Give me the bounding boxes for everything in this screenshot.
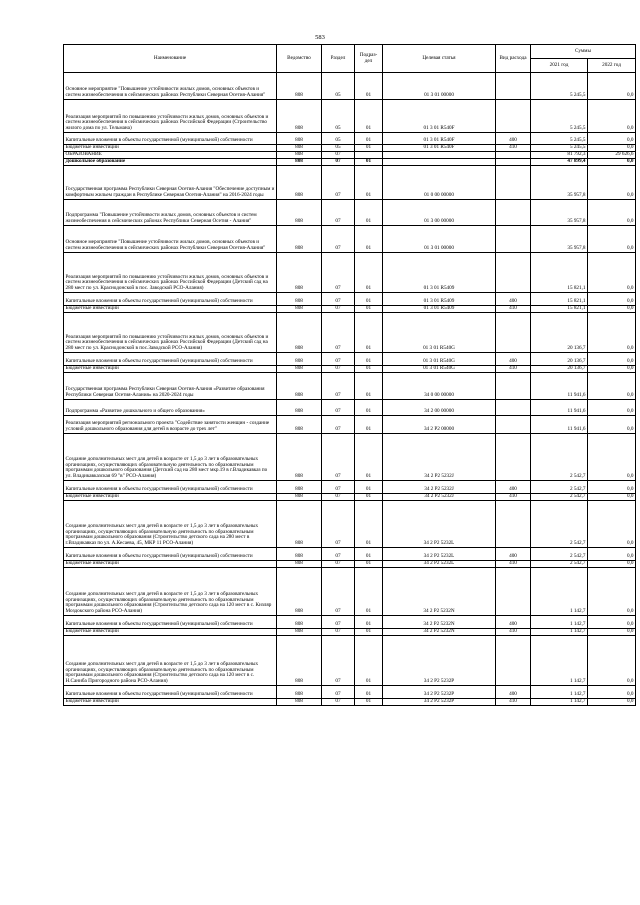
header-dept: Ведомство bbox=[277, 45, 322, 73]
row-subsection: 01 bbox=[355, 629, 383, 636]
row-sum-2021: 2 542,7 bbox=[531, 494, 588, 501]
row-subsection: 01 bbox=[355, 306, 383, 313]
row-target: 01 3 01 R5409 bbox=[383, 306, 496, 313]
row-sum-2022: 0,0 bbox=[588, 434, 636, 481]
row-sum-2022: 0,0 bbox=[588, 373, 636, 400]
budget-table bbox=[63, 44, 636, 706]
row-sum-2022: 0,0 bbox=[588, 616, 636, 629]
row-sum-2022: 0,0 bbox=[588, 501, 636, 548]
row-sum-2021: 5 245,5 bbox=[531, 145, 588, 152]
row-section: 07 bbox=[322, 166, 355, 200]
row-name: Дошкольное образование bbox=[64, 159, 277, 166]
row-dept: 808 bbox=[277, 166, 322, 200]
row-name: Бюджетные инвестиции bbox=[64, 145, 277, 152]
table-row bbox=[64, 699, 636, 706]
row-dept: 808 bbox=[277, 366, 322, 373]
row-section: 07 bbox=[322, 152, 355, 159]
row-sum-2021: 35 957,8 bbox=[531, 166, 588, 200]
row-sum-2021: 1 142,7 bbox=[531, 686, 588, 699]
table-row bbox=[64, 226, 636, 253]
row-name: Капитальные вложения в объекты государственной (муниципальной) собственности bbox=[64, 616, 277, 629]
row-target: 34 2 P2 00000 bbox=[383, 416, 496, 434]
row-section: 07 bbox=[322, 629, 355, 636]
row-subsection: 01 bbox=[355, 366, 383, 373]
row-subsection: 01 bbox=[355, 400, 383, 416]
table-row bbox=[64, 353, 636, 366]
table-row bbox=[64, 636, 636, 686]
row-sum-2022: 0,0 bbox=[588, 306, 636, 313]
row-name: Государственная программа Республики Северная Осетия-Алания "Обеспечение доступным и комфортным жильем граждан в Республике Северная Осетия-Алания" на 2016-2024 годы bbox=[64, 166, 277, 200]
row-sum-2021: 5 245,5 bbox=[531, 100, 588, 133]
table-row bbox=[64, 501, 636, 548]
row-target: 34 2 P2 5232J bbox=[383, 494, 496, 501]
row-section: 07 bbox=[322, 416, 355, 434]
row-target: 34 2 P2 5232L bbox=[383, 561, 496, 568]
row-name: Бюджетные инвестиции bbox=[64, 561, 277, 568]
row-subsection: 01 bbox=[355, 313, 383, 353]
table-row bbox=[64, 629, 636, 636]
row-dept: 808 bbox=[277, 686, 322, 699]
row-exp-type: 410 bbox=[496, 561, 531, 568]
row-target: 34 2 P2 5232L bbox=[383, 501, 496, 548]
row-target: 34 2 P2 5232J bbox=[383, 434, 496, 481]
header-name: Наименование bbox=[64, 45, 277, 73]
row-name: Создание дополнительных мест для детей в возрасте от 1,5 до 3 лет в образовательных организациях, осуществляющих образовательную деятельность по образовательным программам дошкольного образования (Строительство детского сада на 280 мест в г.Владикавказ по ул. А.Кесаева, 45, МКР 11 РСО-Алания) bbox=[64, 501, 277, 548]
row-section: 07 bbox=[322, 313, 355, 353]
row-target: 01 3 01 R540F bbox=[383, 133, 496, 145]
table-row bbox=[64, 416, 636, 434]
table-row bbox=[64, 400, 636, 416]
row-exp-type bbox=[496, 73, 531, 100]
row-dept: 808 bbox=[277, 629, 322, 636]
row-sum-2021: 1 142,7 bbox=[531, 636, 588, 686]
table-row bbox=[64, 253, 636, 293]
row-sum-2021: 11 941,6 bbox=[531, 400, 588, 416]
row-sum-2022: 0,0 bbox=[588, 166, 636, 200]
row-target: 34 2 P2 5232N bbox=[383, 568, 496, 616]
table-row bbox=[64, 133, 636, 145]
row-sum-2021: 81 792,3 bbox=[531, 152, 588, 159]
row-section: 07 bbox=[322, 253, 355, 293]
table-row bbox=[64, 373, 636, 400]
row-exp-type: 410 bbox=[496, 699, 531, 706]
row-target: 01 3 01 00000 bbox=[383, 226, 496, 253]
row-dept: 808 bbox=[277, 100, 322, 133]
row-section: 07 bbox=[322, 159, 355, 166]
row-name: Государственная программа Республики Северная Осетия-Алания «Развитие образования Республики Северная Осетия-Алания» на 2020-2024 годы bbox=[64, 373, 277, 400]
row-name: Реализация мероприятий регионального проекта "Содействие занятости женщин - создание условий дошкольного образования для детей в возрасте до трех лет" bbox=[64, 416, 277, 434]
row-dept: 808 bbox=[277, 434, 322, 481]
table-row bbox=[64, 306, 636, 313]
table-row bbox=[64, 73, 636, 100]
row-sum-2021: 15 821,1 bbox=[531, 306, 588, 313]
row-sum-2022: 0,0 bbox=[588, 159, 636, 166]
row-subsection: 01 bbox=[355, 548, 383, 561]
row-section: 07 bbox=[322, 494, 355, 501]
row-name: Бюджетные инвестиции bbox=[64, 366, 277, 373]
row-sum-2022: 0,0 bbox=[588, 416, 636, 434]
header-2022: 2022 год bbox=[588, 59, 636, 73]
row-subsection: 01 bbox=[355, 501, 383, 548]
row-subsection: 01 bbox=[355, 100, 383, 133]
row-exp-type bbox=[496, 166, 531, 200]
row-section: 07 bbox=[322, 293, 355, 306]
row-sum-2021: 2 542,7 bbox=[531, 561, 588, 568]
table-row bbox=[64, 548, 636, 561]
row-sum-2021: 15 821,1 bbox=[531, 253, 588, 293]
table-row bbox=[64, 561, 636, 568]
row-sum-2022: 0,0 bbox=[588, 133, 636, 145]
row-sum-2021: 15 821,1 bbox=[531, 293, 588, 306]
row-target: 34 2 P2 5232P bbox=[383, 686, 496, 699]
row-dept: 808 bbox=[277, 481, 322, 494]
row-exp-type: 400 bbox=[496, 133, 531, 145]
row-dept: 808 bbox=[277, 145, 322, 152]
table-row bbox=[64, 293, 636, 306]
page-number: 583 bbox=[315, 34, 325, 41]
row-sum-2022: 0,0 bbox=[588, 353, 636, 366]
header-section: Раздел bbox=[322, 45, 355, 73]
row-dept: 808 bbox=[277, 159, 322, 166]
row-section: 05 bbox=[322, 133, 355, 145]
header-sums: Суммы bbox=[531, 45, 636, 59]
row-dept: 808 bbox=[277, 699, 322, 706]
row-subsection: 01 bbox=[355, 73, 383, 100]
row-exp-type bbox=[496, 253, 531, 293]
row-subsection: 01 bbox=[355, 494, 383, 501]
row-dept: 808 bbox=[277, 494, 322, 501]
row-section: 07 bbox=[322, 200, 355, 226]
row-subsection: 01 bbox=[355, 133, 383, 145]
row-name: Капитальные вложения в объекты государственной (муниципальной) собственности bbox=[64, 293, 277, 306]
row-subsection: 01 bbox=[355, 616, 383, 629]
row-dept: 808 bbox=[277, 636, 322, 686]
row-name: Капитальные вложения в объекты государственной (муниципальной) собственности bbox=[64, 548, 277, 561]
row-sum-2022: 0,0 bbox=[588, 699, 636, 706]
row-section: 07 bbox=[322, 366, 355, 373]
row-name: Бюджетные инвестиции bbox=[64, 494, 277, 501]
table-row bbox=[64, 200, 636, 226]
row-exp-type bbox=[496, 152, 531, 159]
row-target: 01 3 01 R540F bbox=[383, 145, 496, 152]
row-sum-2021: 11 941,6 bbox=[531, 373, 588, 400]
row-sum-2021: 35 957,8 bbox=[531, 200, 588, 226]
row-sum-2021: 1 142,7 bbox=[531, 616, 588, 629]
row-name: Бюджетные инвестиции bbox=[64, 306, 277, 313]
row-target: 01 3 01 R5409 bbox=[383, 253, 496, 293]
row-subsection: 01 bbox=[355, 293, 383, 306]
row-name: Создание дополнительных мест для детей в возрасте от 1,5 до 3 лет в образовательных организациях, осуществляющих образовательную деятельность по образовательным программам дошкольного образования (Строительство детского сада на 120 мест в с. Кизляр Моздокского района РСО-Алания) bbox=[64, 568, 277, 616]
row-name: Капитальные вложения в объекты государственной (муниципальной) собственности bbox=[64, 481, 277, 494]
row-dept: 808 bbox=[277, 561, 322, 568]
row-dept: 808 bbox=[277, 400, 322, 416]
row-name: Подпрограмма «Развитие дошкольного и общего образования» bbox=[64, 400, 277, 416]
row-sum-2022: 0,0 bbox=[588, 293, 636, 306]
row-sum-2021: 5 245,5 bbox=[531, 73, 588, 100]
row-sum-2021: 2 542,7 bbox=[531, 481, 588, 494]
row-subsection: 01 bbox=[355, 561, 383, 568]
row-sum-2021: 1 142,7 bbox=[531, 629, 588, 636]
row-subsection: 01 bbox=[355, 253, 383, 293]
row-exp-type: 400 bbox=[496, 353, 531, 366]
row-target: 01 3 01 R540G bbox=[383, 353, 496, 366]
row-section: 07 bbox=[322, 561, 355, 568]
row-sum-2021: 1 142,7 bbox=[531, 699, 588, 706]
table-row bbox=[64, 568, 636, 616]
row-sum-2022: 0,0 bbox=[588, 100, 636, 133]
row-exp-type: 410 bbox=[496, 629, 531, 636]
row-sum-2021: 20 136,7 bbox=[531, 353, 588, 366]
row-subsection: 01 bbox=[355, 434, 383, 481]
row-subsection: 01 bbox=[355, 353, 383, 366]
row-dept: 808 bbox=[277, 152, 322, 159]
row-section: 07 bbox=[322, 501, 355, 548]
row-exp-type bbox=[496, 200, 531, 226]
row-dept: 808 bbox=[277, 353, 322, 366]
row-subsection: 01 bbox=[355, 686, 383, 699]
row-target: 34 2 P2 5232L bbox=[383, 548, 496, 561]
row-section: 07 bbox=[322, 373, 355, 400]
row-sum-2021: 5 245,5 bbox=[531, 133, 588, 145]
row-dept: 808 bbox=[277, 568, 322, 616]
row-exp-type: 400 bbox=[496, 616, 531, 629]
row-target: 34 2 P2 5232N bbox=[383, 629, 496, 636]
row-name: Капитальные вложения в объекты государственной (муниципальной) собственности bbox=[64, 133, 277, 145]
row-sum-2022: 0,0 bbox=[588, 561, 636, 568]
row-target: 01 3 01 00000 bbox=[383, 73, 496, 100]
row-sum-2021: 35 957,8 bbox=[531, 226, 588, 253]
row-sum-2022: 0,0 bbox=[588, 226, 636, 253]
row-exp-type bbox=[496, 416, 531, 434]
row-name: Реализация мероприятий по повышению устойчивости жилых домов, основных объектов и систем жизнеобеспечения в сейсмических районах Российской Федерации (Строительство жилого дома по ул. Тельмана) bbox=[64, 100, 277, 133]
table-row bbox=[64, 686, 636, 699]
row-target: 01 0 00 00000 bbox=[383, 166, 496, 200]
row-exp-type bbox=[496, 313, 531, 353]
row-sum-2022: 0,0 bbox=[588, 686, 636, 699]
row-exp-type: 410 bbox=[496, 306, 531, 313]
row-section: 07 bbox=[322, 226, 355, 253]
row-exp-type: 410 bbox=[496, 145, 531, 152]
row-section: 07 bbox=[322, 306, 355, 313]
row-target bbox=[383, 159, 496, 166]
row-dept: 808 bbox=[277, 253, 322, 293]
row-exp-type bbox=[496, 100, 531, 133]
row-name: Бюджетные инвестиции bbox=[64, 699, 277, 706]
header-exp-type: Вид расхода bbox=[496, 45, 531, 73]
row-dept: 808 bbox=[277, 133, 322, 145]
row-sum-2021: 2 542,7 bbox=[531, 548, 588, 561]
row-name: Создание дополнительных мест для детей в возрасте от 1,5 до 3 лет в образовательных организациях, осуществляющих образовательную деятельность по образовательным программам дошкольного образования (Детский сад на 280 мест мкр.19 в г.Владикавказ по ул. Владикавказская 69 "в" РСО-Алания) bbox=[64, 434, 277, 481]
row-sum-2022: 0,0 bbox=[588, 568, 636, 616]
row-section: 07 bbox=[322, 481, 355, 494]
row-sum-2022: 0,0 bbox=[588, 253, 636, 293]
row-dept: 808 bbox=[277, 313, 322, 353]
row-exp-type bbox=[496, 400, 531, 416]
row-section: 07 bbox=[322, 353, 355, 366]
row-exp-type: 400 bbox=[496, 481, 531, 494]
row-subsection: 01 bbox=[355, 226, 383, 253]
row-name: Создание дополнительных мест для детей в возрасте от 1,5 до 3 лет в образовательных организациях, осуществляющих образовательную деятельность по образовательным программам дошкольного образования (Строительство детского сада на 120 мест в с. Н.Саниба Пригородного района РСО-Алания) bbox=[64, 636, 277, 686]
row-dept: 808 bbox=[277, 293, 322, 306]
row-sum-2021: 11 941,6 bbox=[531, 416, 588, 434]
row-sum-2022: 0,0 bbox=[588, 481, 636, 494]
row-dept: 808 bbox=[277, 416, 322, 434]
row-sum-2022: 0,0 bbox=[588, 73, 636, 100]
row-section: 05 bbox=[322, 100, 355, 133]
row-sum-2022: 0,0 bbox=[588, 494, 636, 501]
row-target: 01 3 01 R5409 bbox=[383, 293, 496, 306]
row-target bbox=[383, 152, 496, 159]
row-sum-2022: 0,0 bbox=[588, 200, 636, 226]
row-sum-2021: 2 542,7 bbox=[531, 434, 588, 481]
header-2021: 2021 год bbox=[531, 59, 588, 73]
row-exp-type bbox=[496, 501, 531, 548]
row-exp-type: 410 bbox=[496, 494, 531, 501]
row-exp-type bbox=[496, 226, 531, 253]
row-dept: 808 bbox=[277, 548, 322, 561]
row-name: Капитальные вложения в объекты государственной (муниципальной) собственности bbox=[64, 686, 277, 699]
row-section: 07 bbox=[322, 548, 355, 561]
row-target: 01 3 00 00000 bbox=[383, 200, 496, 226]
row-exp-type bbox=[496, 636, 531, 686]
row-section: 07 bbox=[322, 686, 355, 699]
row-section: 07 bbox=[322, 568, 355, 616]
row-subsection: 01 bbox=[355, 373, 383, 400]
row-section: 07 bbox=[322, 400, 355, 416]
row-sum-2022: 29 626,6 bbox=[588, 152, 636, 159]
row-dept: 808 bbox=[277, 616, 322, 629]
row-sum-2021: 47 899,4 bbox=[531, 159, 588, 166]
row-exp-type bbox=[496, 568, 531, 616]
table-row bbox=[64, 152, 636, 159]
row-subsection: 01 bbox=[355, 200, 383, 226]
table-row bbox=[64, 166, 636, 200]
row-subsection: 01 bbox=[355, 699, 383, 706]
row-name: ОБРАЗОВАНИЕ bbox=[64, 152, 277, 159]
table-row bbox=[64, 481, 636, 494]
row-name: Бюджетные инвестиции bbox=[64, 629, 277, 636]
row-sum-2021: 1 142,7 bbox=[531, 568, 588, 616]
table-row bbox=[64, 434, 636, 481]
row-target: 01 3 01 R540F bbox=[383, 100, 496, 133]
row-section: 07 bbox=[322, 434, 355, 481]
row-subsection: 01 bbox=[355, 568, 383, 616]
row-exp-type bbox=[496, 159, 531, 166]
row-section: 07 bbox=[322, 616, 355, 629]
row-subsection: 01 bbox=[355, 145, 383, 152]
row-name: Подпрограмма "Повышение устойчивости жилых домов, основных объектов и систем жизнеобеспечения в сейсмических районах Республики Северная Осетия - Алания" bbox=[64, 200, 277, 226]
row-subsection: 01 bbox=[355, 481, 383, 494]
row-dept: 808 bbox=[277, 373, 322, 400]
row-name: Реализация мероприятий по повышению устойчивости жилых домов, основных объектов и систем жизнеобеспечения в сейсмических районах Российской Федерации (Детский сад на 280 мест по ул. Краснодонской в пос. Заводской РСО-Алания) bbox=[64, 253, 277, 293]
row-target: 34 2 P2 5232N bbox=[383, 616, 496, 629]
row-dept: 808 bbox=[277, 501, 322, 548]
table-row bbox=[64, 313, 636, 353]
row-exp-type: 400 bbox=[496, 293, 531, 306]
row-section: 05 bbox=[322, 73, 355, 100]
row-sum-2021: 20 136,7 bbox=[531, 313, 588, 353]
row-sum-2022: 0,0 bbox=[588, 629, 636, 636]
row-sum-2022: 0,0 bbox=[588, 313, 636, 353]
row-subsection: 01 bbox=[355, 166, 383, 200]
row-dept: 808 bbox=[277, 226, 322, 253]
row-exp-type bbox=[496, 434, 531, 481]
header-target: Целевая статья bbox=[383, 45, 496, 73]
table-row bbox=[64, 366, 636, 373]
row-target: 34 2 P2 5232P bbox=[383, 699, 496, 706]
table-row bbox=[64, 159, 636, 166]
row-sum-2022: 0,0 bbox=[588, 145, 636, 152]
row-section: 07 bbox=[322, 699, 355, 706]
row-target: 34 2 P2 5232J bbox=[383, 481, 496, 494]
row-exp-type: 400 bbox=[496, 548, 531, 561]
row-dept: 808 bbox=[277, 73, 322, 100]
row-name: Основное мероприятие "Повышение устойчивости жилых домов, основных объектов и систем жизнеобеспечения в сейсмических районах Республики Северная Осетия-Алания" bbox=[64, 73, 277, 100]
row-dept: 808 bbox=[277, 200, 322, 226]
table-row bbox=[64, 145, 636, 152]
row-target: 34 2 00 00000 bbox=[383, 400, 496, 416]
row-sum-2022: 0,0 bbox=[588, 400, 636, 416]
row-subsection: 01 bbox=[355, 636, 383, 686]
row-exp-type bbox=[496, 373, 531, 400]
row-subsection: 01 bbox=[355, 416, 383, 434]
row-name: Капитальные вложения в объекты государственной (муниципальной) собственности bbox=[64, 353, 277, 366]
row-target: 34 2 P2 5232P bbox=[383, 636, 496, 686]
row-exp-type: 400 bbox=[496, 686, 531, 699]
row-subsection: 01 bbox=[355, 159, 383, 166]
row-exp-type: 410 bbox=[496, 366, 531, 373]
row-sum-2022: 0,0 bbox=[588, 548, 636, 561]
row-name: Реализация мероприятий по повышению устойчивости жилых домов, основных объектов и систем жизнеобеспечения в сейсмических районах Российской Федерации (Детский сад на 280 мест по ул. Краснодонской в пос.Заводской РСО-Алания) bbox=[64, 313, 277, 353]
header-subsection: Подраз- дел bbox=[355, 45, 383, 73]
table-row bbox=[64, 616, 636, 629]
table-row bbox=[64, 494, 636, 501]
row-dept: 808 bbox=[277, 306, 322, 313]
row-sum-2021: 2 542,7 bbox=[531, 501, 588, 548]
row-section: 05 bbox=[322, 145, 355, 152]
row-name: Основное мероприятие "Повышение устойчивости жилых домов, основных объектов и систем жизнеобеспечения в сейсмических районах Республики Северная Осетия-Алания" bbox=[64, 226, 277, 253]
row-target: 01 3 01 R540G bbox=[383, 366, 496, 373]
row-section: 07 bbox=[322, 636, 355, 686]
table-row bbox=[64, 100, 636, 133]
row-sum-2022: 0,0 bbox=[588, 636, 636, 686]
row-sum-2022: 0,0 bbox=[588, 366, 636, 373]
row-target: 01 3 01 R540G bbox=[383, 313, 496, 353]
row-target: 34 0 00 00000 bbox=[383, 373, 496, 400]
row-sum-2021: 20 136,7 bbox=[531, 366, 588, 373]
